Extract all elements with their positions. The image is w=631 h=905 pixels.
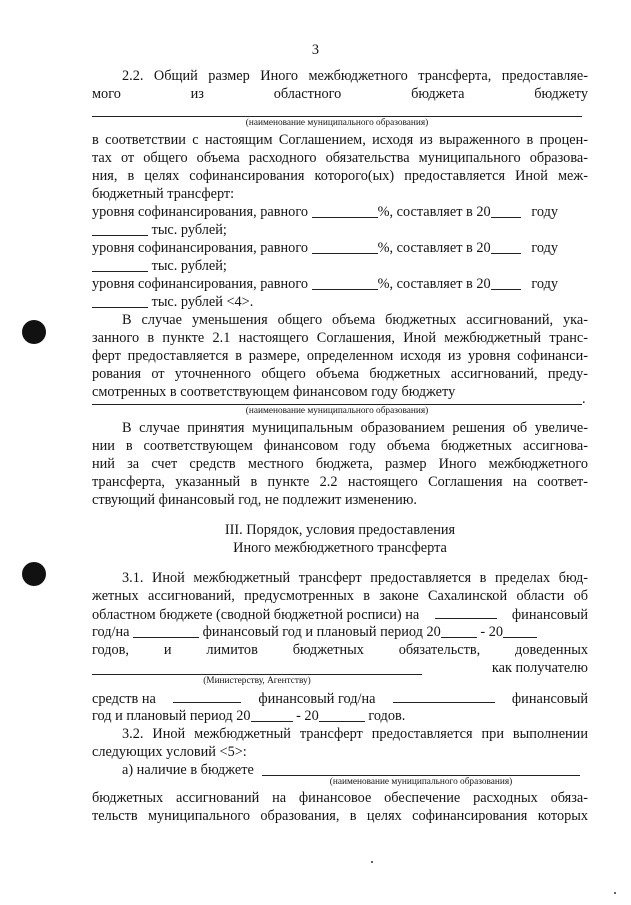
p31-line-4: год/на финансовый год и плановый период 20 - 20: [92, 623, 588, 641]
word: доведенных: [515, 642, 588, 658]
word: бюджету: [534, 86, 588, 102]
word: из: [190, 86, 204, 102]
caption-municipality: (наименование муниципального образования): [245, 118, 429, 128]
reduction-trail: .: [582, 391, 586, 407]
reduction-line-1: В случае уменьшения общего объема бюджетных ассигнований, ука-: [122, 312, 588, 328]
increase-line-2: нии в соответствующем финансовом году объема бюджетных ассигнова-: [92, 438, 588, 454]
word: лимитов: [206, 642, 258, 658]
word: бюджетных: [292, 642, 364, 658]
blank-field: [393, 689, 495, 703]
p31-line-5: [92, 641, 588, 659]
caption-municipality: (наименование муниципального образования): [245, 406, 429, 416]
word: годов,: [92, 642, 129, 658]
p22-line-1: 2.2. Общий размер Иного межбюджетного трансферта, предоставляе-: [122, 68, 588, 84]
blank-field: [92, 258, 148, 272]
increase-line-4: трансферта, указанный в пункте 2.2 настоящего Соглашения на соответ-: [92, 474, 588, 490]
p31-line-8: год и плановый период 20 - 20 годов.: [92, 708, 406, 724]
reduction-line-3: ферт предоставляется в размере, определенном исходя из уровня софинанси-: [92, 348, 588, 364]
p22-line-2: [92, 85, 588, 103]
word: областного: [273, 86, 342, 102]
word: бюджета: [411, 86, 465, 102]
section-title-1: III. Порядок, условия предоставления: [224, 522, 456, 538]
scan-speck: [614, 892, 616, 894]
level-rubles-3: тыс. рублей <4>.: [92, 293, 588, 311]
blank-field: [312, 204, 378, 218]
p22-line-6: бюджетный трансферт:: [92, 186, 235, 202]
caption-ministry: (Министерству, Агентству): [203, 676, 311, 686]
blank-line: [92, 116, 582, 117]
blank-field: [173, 689, 241, 703]
p32-line-2: следующих условий <5>:: [92, 744, 247, 760]
punch-hole: [22, 562, 46, 586]
level-row-1: уровня софинансирования, равного %, составляет в 20 году: [92, 204, 559, 220]
blank-line: [262, 775, 580, 776]
word: обязательств,: [398, 642, 481, 658]
p31-line-7: средств на финансовый год/на финансовый: [92, 691, 588, 707]
blank-field: [312, 276, 378, 290]
level-rubles-1: тыс. рублей;: [92, 221, 588, 239]
p32-line-1: 3.2. Иной межбюджетный трансферт предоставляется при выполнении: [122, 726, 588, 742]
level-row-3: уровня софинансирования, равного %, составляет в 20 году: [92, 276, 559, 292]
level-rubles-2: тыс. рублей;: [92, 257, 588, 275]
increase-line-1: В случае принятия муниципальным образованием решения об увеличе-: [122, 420, 588, 436]
p22-line-4: тах от общего объема расходного обязательства муниципального образова-: [92, 150, 588, 166]
blank-field: [441, 624, 477, 638]
blank-field: [435, 605, 497, 619]
p31-line-3: областном бюджете (сводной бюджетной росписи) на финансовый: [92, 607, 588, 623]
word: мого: [92, 86, 121, 102]
blank-field: [251, 708, 293, 722]
p22-line-5: ния, в целях софинансирования которого(ых) предоставляется Иной меж-: [92, 168, 588, 184]
blank-field: [491, 204, 521, 218]
level-row-2: уровня софинансирования, равного %, составляет в 20 году: [92, 240, 559, 256]
blank-field: [312, 240, 378, 254]
p22-line-3: в соответствии с настоящим Соглашением, исходя из выраженного в процен-: [92, 132, 588, 148]
word: и: [163, 642, 172, 658]
page-number: 3: [311, 42, 320, 58]
reduction-line-2: занного в пункте 2.1 настоящего Соглашения, Иной межбюджетный транс-: [92, 330, 588, 346]
p32-line-3: а) наличие в бюджете: [122, 762, 254, 778]
p31-line-1: 3.1. Иной межбюджетный трансферт предоставляется в пределах бюд-: [122, 570, 588, 586]
scan-speck: [371, 861, 373, 863]
increase-line-5: ствующий финансовый год, не подлежит изменению.: [92, 492, 417, 508]
blank-line: [92, 404, 582, 405]
reduction-line-4: рования от уточненного общего объема бюджетных ассигнований, преду-: [92, 366, 588, 382]
p31-line-2: жетных ассигнований, предусмотренных в законе Сахалинской области об: [92, 588, 588, 604]
blank-field: [319, 708, 365, 722]
p32-line-4: бюджетных ассигнований на финансовое обеспечение расходных обяза-: [92, 790, 588, 806]
increase-line-3: ний за счет средств местного бюджета, размер Иного межбюджетного: [92, 456, 588, 472]
blank-field: [491, 240, 521, 254]
section-title-2: Иного межбюджетного трансферта: [233, 540, 447, 556]
blank-field: [92, 294, 148, 308]
blank-field: [133, 624, 199, 638]
caption-municipality: (наименование муниципального образования): [329, 777, 513, 787]
blank-field: [92, 222, 148, 236]
punch-hole: [22, 320, 46, 344]
blank-field: [491, 276, 521, 290]
blank-field: [503, 624, 537, 638]
reduction-line-5: смотренных в соответствующем финансовом году бюджету: [92, 384, 456, 400]
p32-line-5: тельств муниципального образования, в целях софинансирования которых: [92, 808, 588, 824]
p31-line-6: как получателю: [491, 660, 588, 676]
